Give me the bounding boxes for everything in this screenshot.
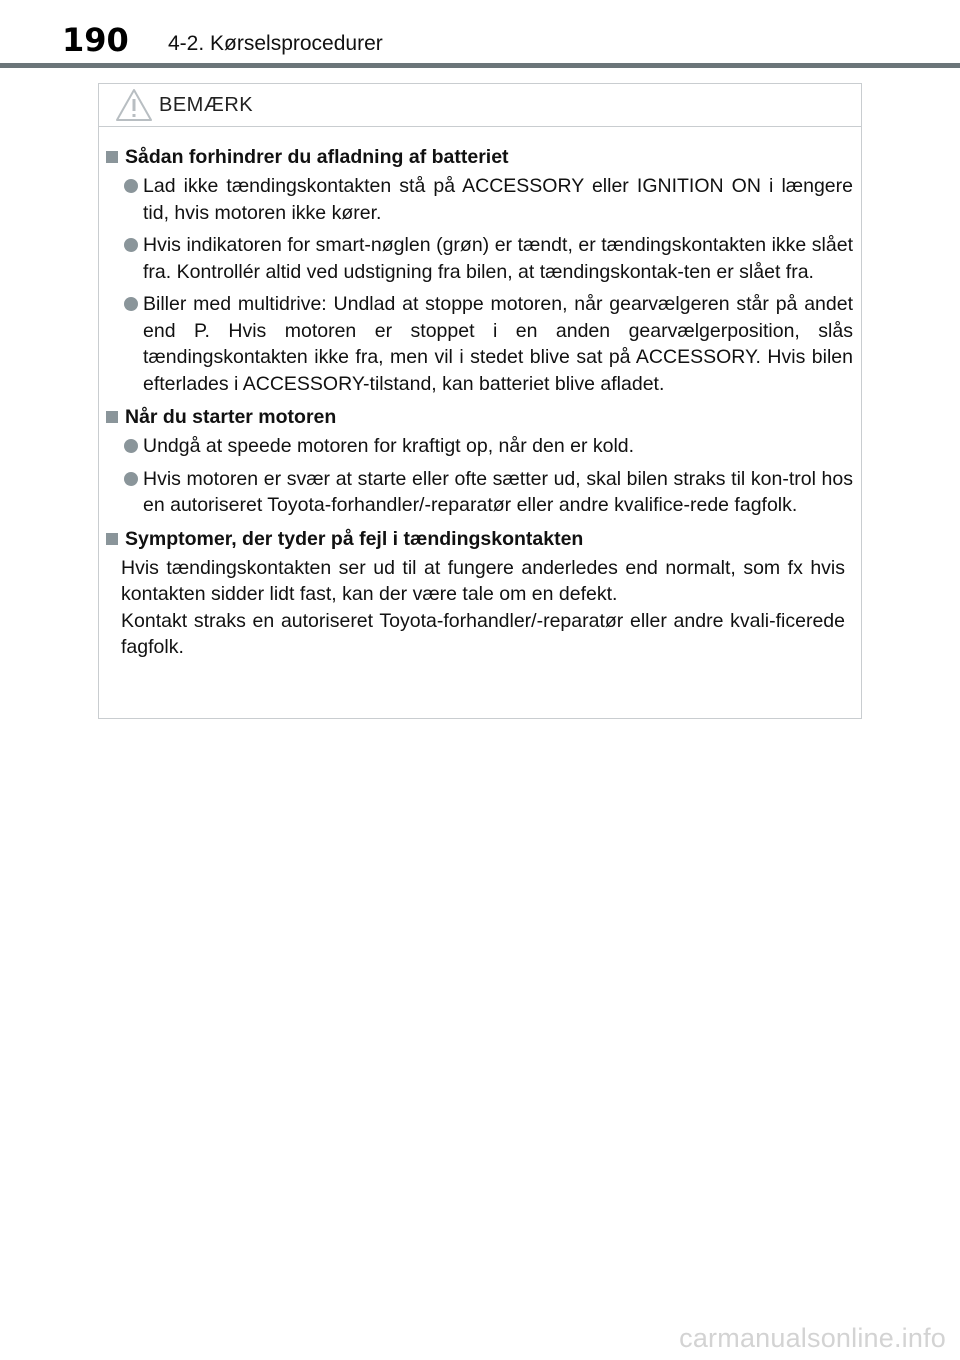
warning-triangle-icon bbox=[115, 88, 153, 122]
notice-title: BEMÆRK bbox=[159, 94, 254, 116]
bullet-dot-icon bbox=[124, 297, 138, 311]
section-heading bbox=[105, 403, 853, 431]
notice-box bbox=[98, 83, 862, 719]
list-item bbox=[105, 232, 853, 285]
paragraph: Kontakt straks en autoriseret Toyota-forhandler/-reparatør eller andre kvali-ficerede fagfolk. bbox=[121, 609, 845, 658]
list-item-text: Lad ikke tændingskontakten stå på ACCESSORY eller IGNITION ON i længere tid, hvis motoren ikke kører. bbox=[143, 175, 853, 224]
paragraph: Hvis tændingskontakten ser ud til at fungere anderledes end normalt, som fx hvis kontakten sidder lidt fast, kan der være tale om en defekt. bbox=[121, 556, 845, 605]
section-heading-text: Sådan forhindrer du afladning af batteriet bbox=[125, 146, 509, 168]
bullet-dot-icon bbox=[124, 179, 138, 193]
notice-header bbox=[99, 84, 861, 127]
list-item-text: Biller med multidrive: Undlad at stoppe motoren, når gearvælgeren står på andet end P. Hvis motoren er stoppet i en anden gearvælgerposition, slås tændingskontakten ikke fra, men vil i stedet blive sat på ACCESSORY. Hvis bilen efterlades i ACCESSORY-tilstand, kan batteriet blive afladet. bbox=[143, 293, 853, 395]
square-bullet-icon bbox=[106, 151, 118, 163]
list-item bbox=[105, 291, 853, 397]
section-title: 4-2. Kørselsprocedurer bbox=[168, 32, 383, 55]
list-item-text: Undgå at speede motoren for kraftigt op, når den er kold. bbox=[143, 435, 635, 457]
bullet-dot-icon bbox=[124, 238, 138, 252]
list-item-text: Hvis indikatoren for smart-nøglen (grøn) er tændt, er tændingskontakten ikke slået fra. Kontrollér altid ved udstigning fra bilen, at tændingskontak-ten er slået fra. bbox=[143, 234, 853, 283]
section-heading-text: Symptomer, der tyder på fejl i tændingskontakten bbox=[125, 527, 584, 550]
section-heading bbox=[105, 143, 853, 171]
bullet-dot-icon bbox=[124, 472, 138, 486]
section-paragraphs bbox=[105, 555, 853, 661]
list-item bbox=[105, 433, 853, 460]
page-number: 190 bbox=[62, 21, 129, 59]
list-item bbox=[105, 466, 853, 519]
square-bullet-icon bbox=[106, 411, 118, 423]
section-heading-text: Når du starter motoren bbox=[125, 406, 337, 428]
list-item bbox=[105, 173, 853, 226]
header-rule bbox=[0, 63, 960, 68]
section-heading bbox=[105, 525, 853, 553]
watermark: carmanualsonline.info bbox=[679, 1323, 946, 1353]
square-bullet-icon bbox=[106, 533, 118, 545]
list-item-text: Hvis motoren er svær at starte eller ofte sætter ud, skal bilen straks til kon-trol hos en autoriseret Toyota-forhandler/-reparatør eller andre kvalifice-rede fagfolk. bbox=[143, 467, 853, 516]
notice-body bbox=[99, 127, 861, 661]
bullet-dot-icon bbox=[124, 439, 138, 453]
